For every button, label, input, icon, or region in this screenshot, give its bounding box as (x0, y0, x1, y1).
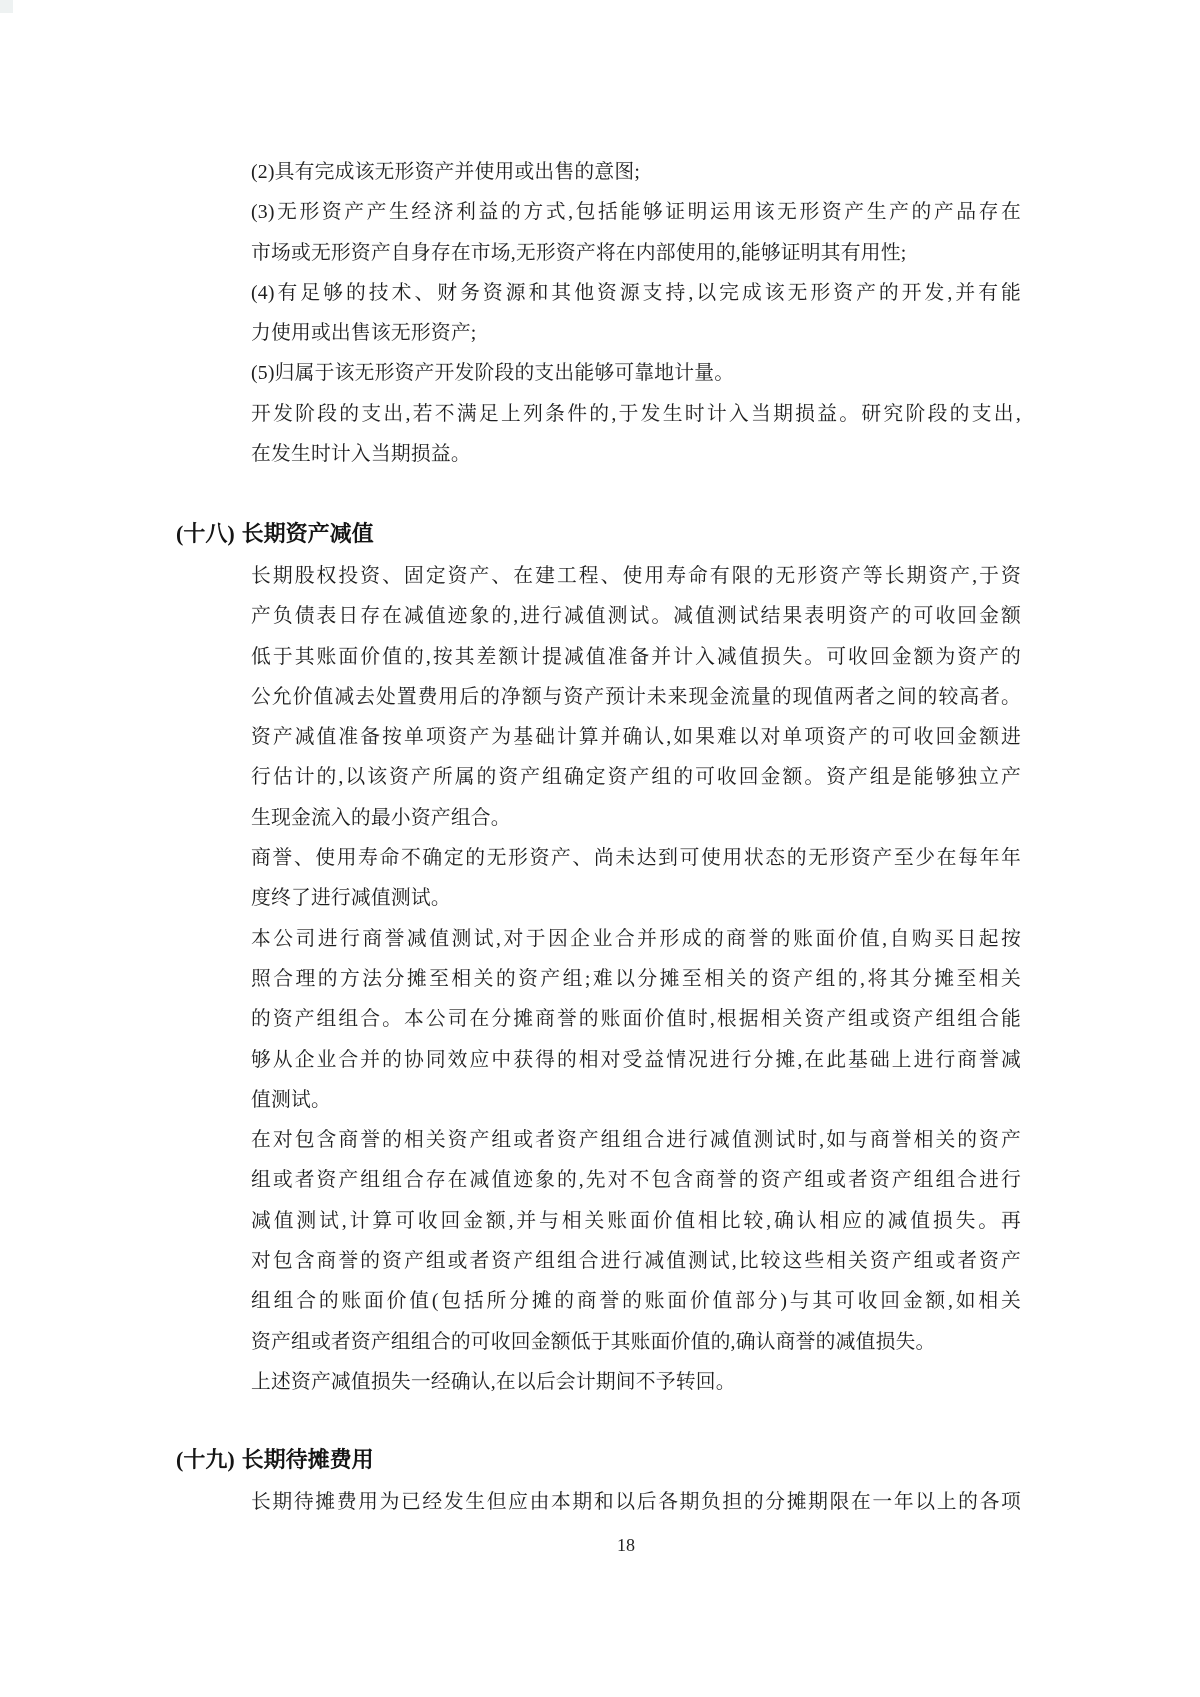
text-line: 组或者资产组组合存在减值迹象的,先对不包含商誉的资产组或者资产组组合进行 (251, 1169, 1021, 1192)
text-line: 公允价值减去处置费用后的净额与资产预计未来现金流量的现值两者之间的较高者。 (251, 685, 1021, 708)
text-line: (3)无形资产产生经济利益的方式,包括能够证明运用该无形资产生产的产品存在 (251, 201, 1021, 224)
text-line: 商誉、使用寿命不确定的无形资产、尚未达到可使用状态的无形资产至少在每年年 (251, 847, 1021, 870)
text-line: 产负债表日存在减值迹象的,进行减值测试。减值测试结果表明资产的可收回金额 (251, 605, 1021, 628)
text-line: 生现金流入的最小资产组合。 (251, 806, 511, 829)
section-18-number: (十八) (176, 521, 235, 546)
text-line: 本公司进行商誉减值测试,对于因企业合并形成的商誉的账面价值,自购买日起按 (251, 927, 1021, 950)
text-line: 市场或无形资产自身存在市场,无形资产将在内部使用的,能够证明其有用性; (251, 241, 907, 264)
text-line: 长期待摊费用为已经发生但应由本期和以后各期负担的分摊期限在一年以上的各项 (251, 1491, 1021, 1513)
intro-paragraphs (251, 152, 1021, 474)
text-line: (4)有足够的技术、财务资源和其他资源支持,以完成该无形资产的开发,并有能 (251, 281, 1021, 304)
section-18-heading (176, 514, 374, 554)
text-line: 的资产组组合。本公司在分摊商誉的账面价值时,根据相关资产组或资产组组合能 (251, 1008, 1021, 1031)
section-19-body (251, 1482, 1021, 1522)
text-line: 在发生时计入当期损益。 (251, 443, 471, 466)
section-18-body (251, 556, 1021, 1402)
section-18-title: 长期资产减值 (241, 521, 374, 546)
text-line: 上述资产减值损失一经确认,在以后会计期间不予转回。 (251, 1370, 736, 1393)
section-19-heading (176, 1440, 374, 1480)
section-19-title: 长期待摊费用 (241, 1447, 374, 1472)
scan-corner-artifact (0, 0, 13, 13)
section-19-number: (十九) (176, 1447, 235, 1472)
text-line: (5)归属于该无形资产开发阶段的支出能够可靠地计量。 (251, 362, 735, 385)
text-line: 长期股权投资、固定资产、在建工程、使用寿命有限的无形资产等长期资产,于资 (251, 565, 1021, 587)
text-line: 行估计的,以该资产所属的资产组确定资产组的可收回金额。资产组是能够独立产 (251, 766, 1021, 789)
text-line: 值测试。 (251, 1088, 331, 1111)
text-line: 对包含商誉的资产组或者资产组组合进行减值测试,比较这些相关资产组或者资产 (251, 1250, 1021, 1273)
text-line: 资产减值准备按单项资产为基础计算并确认,如果难以对单项资产的可收回金额进 (251, 726, 1021, 749)
text-line: 力使用或出售该无形资产; (251, 322, 477, 345)
text-line: 减值测试,计算可收回金额,并与相关账面价值相比较,确认相应的减值损失。再 (251, 1209, 1021, 1232)
page-number: 18 (617, 1535, 635, 1555)
text-line: 资产组或者资产组组合的可收回金额低于其账面价值的,确认商誉的减值损失。 (251, 1330, 936, 1353)
text-line: 够从企业合并的协同效应中获得的相对受益情况进行分摊,在此基础上进行商誉减 (251, 1048, 1021, 1071)
text-line: 度终了进行减值测试。 (251, 887, 451, 910)
text-line: 低于其账面价值的,按其差额计提减值准备并计入减值损失。可收回金额为资产的 (251, 645, 1021, 668)
text-line: 照合理的方法分摊至相关的资产组;难以分摊至相关的资产组的,将其分摊至相关 (251, 967, 1021, 990)
text-line: 组组合的账面价值(包括所分摊的商誉的账面价值部分)与其可收回金额,如相关 (251, 1290, 1021, 1313)
text-line: 在对包含商誉的相关资产组或者资产组组合进行减值测试时,如与商誉相关的资产 (251, 1129, 1021, 1152)
text-line: (2)具有完成该无形资产并使用或出售的意图; (251, 161, 641, 183)
text-line: 开发阶段的支出,若不满足上列条件的,于发生时计入当期损益。研究阶段的支出, (251, 402, 1021, 425)
